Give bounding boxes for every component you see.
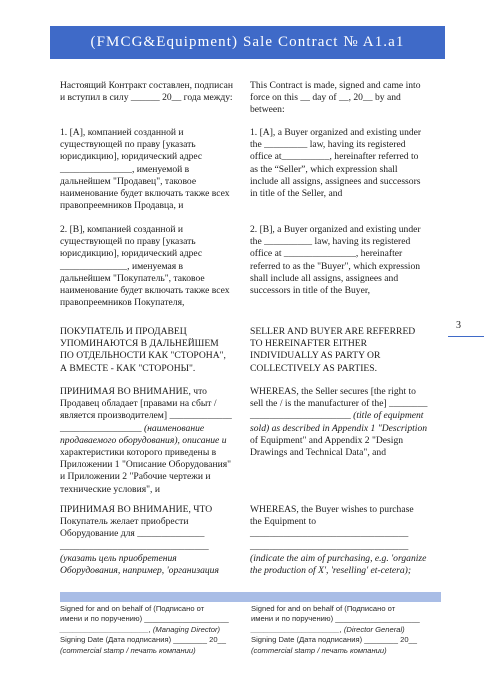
intro-ru-text: Настоящий Контракт составлен, подписан и вступил в силу ______ 20__ года между: bbox=[60, 80, 234, 104]
whereas1-en-line: Drawings and Technical Data", and bbox=[250, 447, 386, 459]
whereas2-en-line: the Equipment to bbox=[250, 516, 317, 528]
whereas2-ru-line: ПРИНИМАЯ ВО ВНИМАНИЕ, ЧТО bbox=[60, 504, 213, 515]
whereas2-en-line: _________________________________ bbox=[250, 540, 409, 552]
signing-date: Signing Date (Дата подписания) ________ 20__ bbox=[60, 635, 226, 645]
whereas2-ru-line: Оборудования, например, 'организация bbox=[60, 565, 219, 577]
signature-block-seller bbox=[60, 604, 248, 656]
whereas1-ru-line: продаваемого оборудования), описание и bbox=[60, 434, 227, 446]
whereas2-ru-line: Покупатель желает приобрести bbox=[60, 516, 189, 528]
whereas1-en-line: sell the / is the manufacturer of the] ________ bbox=[250, 398, 428, 410]
signature-title: _____________________, (Director General) bbox=[251, 624, 405, 634]
signature-line: имени и по поручению) ____________________ bbox=[60, 614, 229, 624]
party2-ru-text: 2. [В], компанией созданной и существующей по праву [указать юрисдикцию], юридический адрес ______________, именуемая в дальнейшем "Покупатель", таковое наименование будет включать также всех правопреемников Покупателя, bbox=[60, 224, 230, 309]
footer-accent-bar bbox=[60, 592, 441, 602]
signature-line: имени и по поручению) ____________________ bbox=[251, 614, 420, 624]
whereas1-ru-line: Приложении 1 "Описание Оборудования" bbox=[60, 459, 232, 471]
signature-block-buyer bbox=[251, 604, 439, 656]
whereas1-en-line: WHEREAS, the Seller secures [the right to bbox=[250, 386, 416, 397]
intro-en-text: This Contract is made, signed and came into force on this __ day of __, 20__ by and between: bbox=[250, 80, 421, 116]
whereas1-en-line: _____________________ (title of equipment bbox=[250, 410, 424, 422]
whereas1-ru bbox=[60, 386, 245, 496]
whereas1-ru-line: является производителем] _____________ bbox=[60, 410, 232, 422]
whereas1-ru-line: Продавец обладает [правами на сбыт / bbox=[60, 398, 217, 410]
signature-line: Signed for and on behalf of (Подписано от bbox=[251, 604, 396, 613]
whereas1-ru-line: ПРИНИМАЯ ВО ВНИМАНИЕ, что bbox=[60, 386, 207, 397]
whereas2-ru bbox=[60, 504, 245, 577]
commercial-stamp-label: (commercial stamp / печать компании) bbox=[251, 645, 387, 655]
whereas1-en-line: sold) as described in Appendix 1 "Description bbox=[250, 422, 428, 434]
signing-date: Signing Date (Дата подписания) ________ 20__ bbox=[251, 635, 417, 645]
signature-title: _____________________, (Managing Director) bbox=[60, 624, 221, 634]
commercial-stamp-label: (commercial stamp / печать компании) bbox=[60, 645, 196, 655]
page-number: 3 bbox=[456, 320, 461, 331]
parties-ru-text: ПОКУПАТЕЛЬ И ПРОДАВЕЦ УПОМИНАЮТСЯ В ДАЛЬНЕЙШЕМ ПО ОТДЕЛЬНОСТИ КАК "СТОРОНА", А ВМЕСТЕ - КАК "СТОРОНЫ". bbox=[60, 326, 226, 374]
contract-title-banner bbox=[50, 26, 445, 59]
whereas2-en-line: _________________________________ bbox=[250, 528, 409, 540]
whereas2-ru-line: Оборудование для ______________ bbox=[60, 528, 205, 540]
whereas2-en-line: WHEREAS, the Buyer wishes to purchase bbox=[250, 504, 414, 515]
party1-en-text: 1. [A], a Buyer organized and existing under the _________ law, having its registered office at__________, hereinafter referred to as the “Seller”, which expression shall include all assigns, assignees and successors in title of the Seller, and bbox=[250, 127, 422, 200]
whereas1-ru-line: и Приложении 2 "Рабочие чертежи и bbox=[60, 471, 211, 483]
whereas2-ru-line: _______________________________ bbox=[60, 540, 209, 552]
whereas1-ru-line: характеристики которого приведены в bbox=[60, 447, 217, 459]
whereas1-en bbox=[250, 386, 435, 459]
signature-line: Signed for and on behalf of (Подписано от bbox=[60, 604, 205, 613]
whereas2-en-line: the production of X', 'reselling' et-cetera); bbox=[250, 565, 412, 577]
party2-en-text: 2. [B], a Buyer organized and existing under the __________ law, having its registered office at _______________, hereinafter referred to as the "Buyer", which expression shall include all assigns, assignees and successors in title of the Buyer, bbox=[250, 224, 421, 297]
whereas2-ru-line: (указать цель приобретения bbox=[60, 552, 177, 564]
whereas2-en bbox=[250, 504, 435, 577]
parties-en-text: SELLER AND BUYER ARE REFERRED TO HEREINAFTER EITHER INDIVIDUALLY AS PARTY OR COLLECTIVELY AS PARTIES. bbox=[250, 326, 416, 374]
whereas1-ru-line: технические условия", и bbox=[60, 483, 160, 495]
party1-ru-text: 1. [А], компанией созданной и существующей по праву [указать юрисдикцию], юридический адрес _______________, именуемой в дальнейшем "Продавец", таковое наименование будет включать также всех правопреемников Продавца, и bbox=[60, 127, 230, 212]
whereas1-en-line: of Equipment" and Appendix 2 "Design bbox=[250, 434, 404, 446]
page-number-divider bbox=[448, 336, 484, 337]
whereas2-en-line: (indicate the aim of purchasing, e.g. 'organize bbox=[250, 552, 427, 564]
contract-title: (FMCG&Equipment) Sale Contract № A1.a1 bbox=[90, 34, 405, 50]
whereas1-ru-line: _________________ (наименование bbox=[60, 422, 205, 434]
